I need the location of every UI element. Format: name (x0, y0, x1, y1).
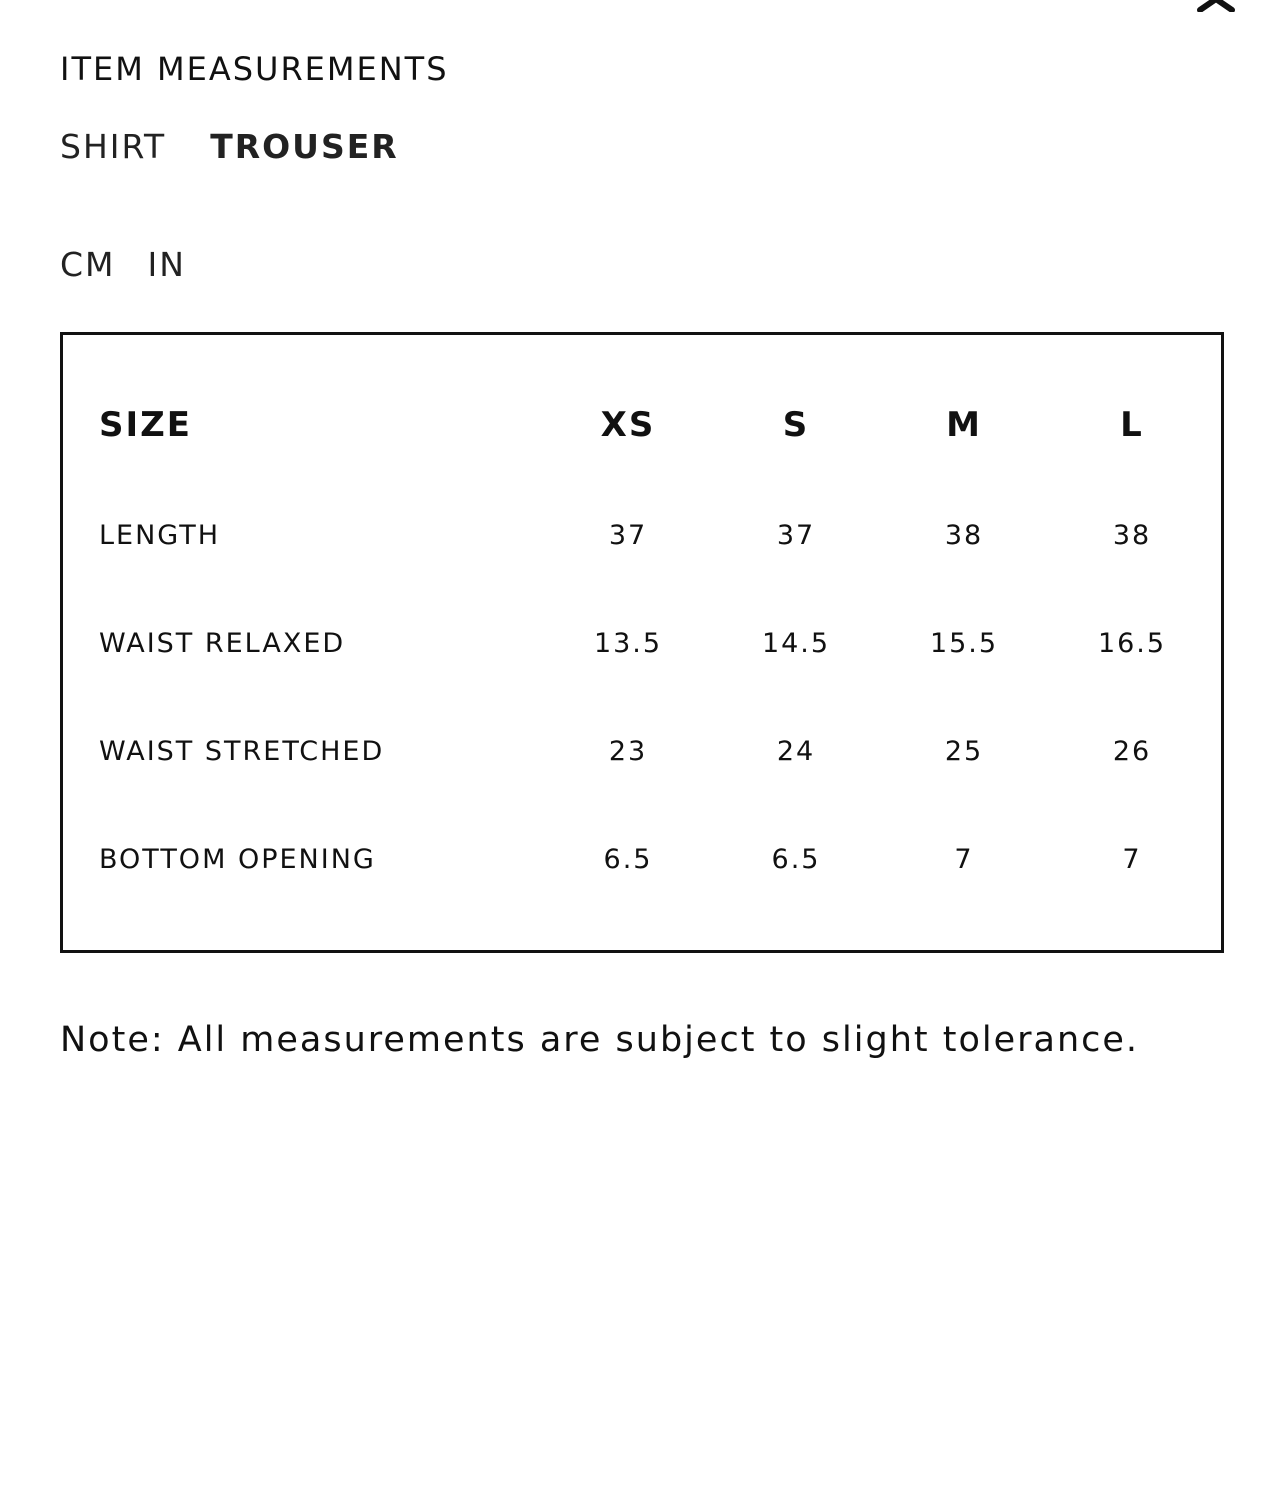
tolerance-note: Note: All measurements are subject to slight tolerance. (60, 1020, 1140, 1060)
row-label: BOTTOM OPENING (99, 843, 376, 875)
table-header-row (63, 395, 1221, 455)
row-label: WAIST RELAXED (99, 627, 346, 659)
row-label: LENGTH (99, 519, 221, 551)
table-cell: 38 (944, 519, 984, 551)
unit-tabs (60, 245, 186, 284)
table-row (63, 721, 1221, 781)
table-cell: 6.5 (771, 843, 821, 875)
tab-trouser[interactable]: TROUSER (210, 127, 399, 166)
size-column-header: XS (600, 405, 656, 445)
measurements-table (60, 332, 1224, 953)
size-column-header: S (782, 405, 810, 445)
size-header: SIZE (99, 405, 193, 445)
table-cell: 13.5 (593, 627, 663, 659)
table-cell: 37 (608, 519, 648, 551)
table-cell: 16.5 (1097, 627, 1167, 659)
size-column-header: M (946, 405, 982, 445)
close-icon (1192, 0, 1240, 12)
garment-tabs (60, 127, 399, 166)
modal-title: ITEM MEASUREMENTS (60, 50, 449, 88)
close-button[interactable] (1192, 0, 1240, 12)
table-cell: 14.5 (761, 627, 831, 659)
row-label: WAIST STRETCHED (99, 735, 385, 767)
unit-cm[interactable]: CM (60, 245, 116, 284)
table-row (63, 829, 1221, 889)
table-cell: 7 (1122, 843, 1142, 875)
table-cell: 15.5 (929, 627, 999, 659)
table-cell: 38 (1112, 519, 1152, 551)
table-cell: 25 (944, 735, 984, 767)
table-cell: 24 (776, 735, 816, 767)
tab-shirt[interactable]: SHIRT (60, 127, 167, 166)
table-cell: 7 (954, 843, 974, 875)
table-cell: 6.5 (603, 843, 653, 875)
table-row (63, 505, 1221, 565)
table-cell: 37 (776, 519, 816, 551)
unit-in[interactable]: IN (147, 245, 186, 284)
table-row (63, 613, 1221, 673)
size-column-header: L (1120, 405, 1144, 445)
table-cell: 26 (1112, 735, 1152, 767)
table-cell: 23 (608, 735, 648, 767)
